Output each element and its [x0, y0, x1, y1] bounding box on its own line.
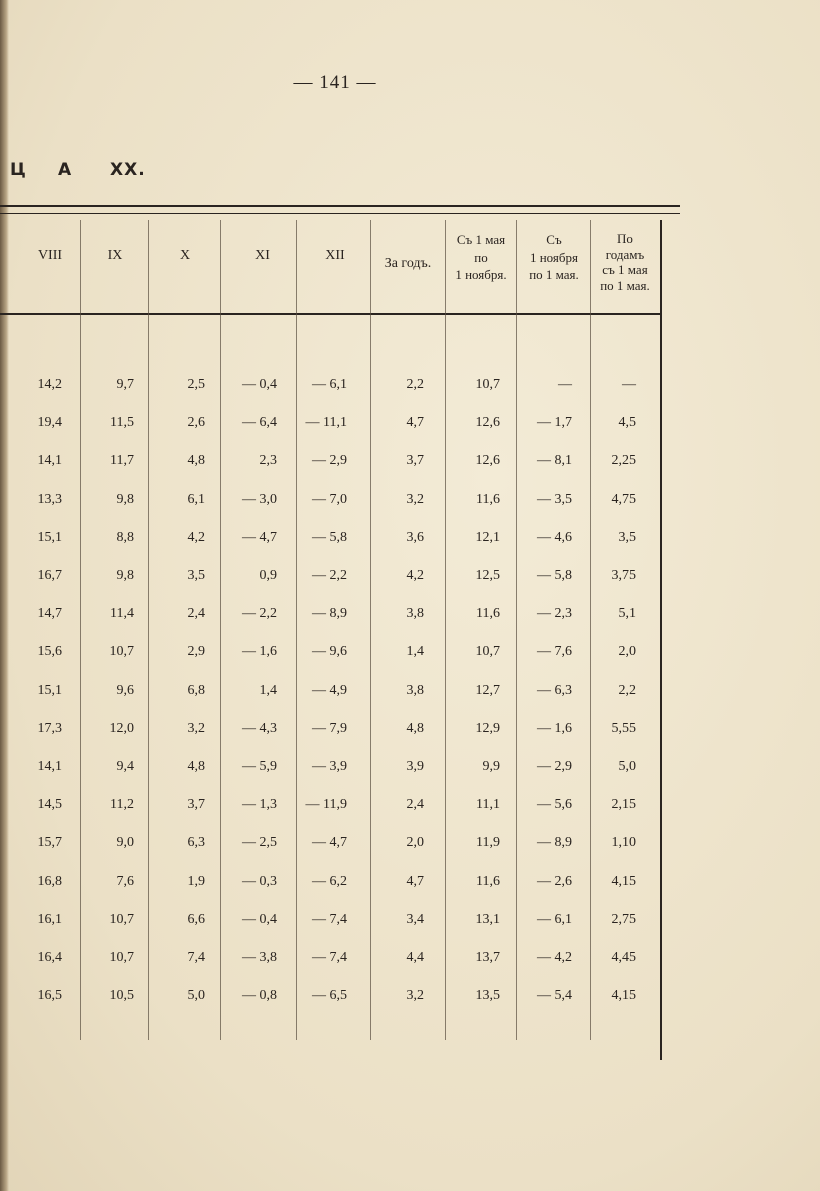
cell-ix: 12,0 [109, 720, 134, 736]
cell-x: 2,6 [187, 415, 205, 431]
table-top-rule [0, 205, 680, 207]
header-line: по 1 мая. [529, 267, 579, 283]
cell-may-nov: 11,9 [476, 835, 500, 851]
header-col-year: За годъ. [384, 256, 432, 271]
cell-by-years: 2,2 [618, 682, 636, 698]
cell-xii: — 2,2 [312, 568, 347, 583]
cell-by-years: 4,5 [618, 415, 636, 431]
cell-year: 2,2 [406, 377, 424, 392]
header-col-xi: XI [255, 248, 270, 263]
cell-x: 6,8 [187, 682, 205, 698]
cell-xi: — 1,3 [242, 797, 277, 813]
cell-nov-may: — 2,9 [537, 759, 572, 774]
cell-x: 2,9 [187, 644, 205, 660]
page-number: — 141 — [293, 72, 377, 93]
cell-ix: 9,4 [116, 759, 134, 774]
column-divider [148, 220, 149, 1040]
cell-x: 3,5 [187, 568, 205, 583]
table-row [0, 721, 660, 759]
cell-nov-may: — 6,3 [537, 682, 572, 698]
cell-may-nov: 11,6 [476, 873, 500, 889]
cell-ix: 9,0 [116, 835, 134, 851]
cell-may-nov: 12,1 [475, 529, 500, 545]
cell-viii: 15,7 [37, 835, 62, 851]
cell-year: 4,7 [406, 873, 424, 889]
header-line: годамъ [605, 246, 645, 262]
header-line: Съ [546, 232, 562, 247]
cell-year: 4,4 [406, 950, 424, 965]
cell-xi: — 0,4 [242, 377, 277, 392]
header-line: 1 ноября [529, 249, 579, 265]
cell-by-years: 4,45 [611, 950, 636, 965]
cell-xii: — 8,9 [312, 606, 347, 622]
table-row [0, 759, 660, 797]
cell-ix: 11,4 [110, 606, 134, 622]
table-row [0, 568, 660, 606]
cell-ix: 9,8 [116, 491, 134, 507]
cell-may-nov: 11,6 [476, 491, 500, 507]
caption-fragment-3: XX. [110, 160, 146, 180]
table-row [0, 492, 660, 530]
cell-viii: 19,4 [37, 415, 62, 431]
table-row [0, 835, 660, 873]
cell-x: 5,0 [187, 988, 205, 1004]
cell-xi: — 1,6 [242, 644, 277, 660]
table-row [0, 644, 660, 682]
cell-by-years: 2,75 [611, 911, 636, 927]
table-row [0, 874, 660, 912]
cell-by-years: 5,1 [618, 606, 636, 622]
cell-year: 2,0 [406, 835, 424, 851]
cell-may-nov: 12,9 [475, 720, 500, 736]
cell-xi: — 4,7 [242, 529, 277, 545]
cell-x: 2,5 [187, 377, 205, 392]
cell-by-years: 3,5 [618, 529, 636, 545]
column-divider [80, 220, 81, 1040]
cell-x: 3,7 [187, 797, 205, 813]
cell-nov-may: — 1,6 [537, 720, 572, 736]
cell-viii: 14,1 [37, 759, 62, 774]
cell-year: 3,9 [406, 759, 424, 774]
cell-xi: — 2,5 [242, 835, 277, 851]
header-line: по [474, 249, 488, 265]
cell-x: 1,9 [187, 873, 205, 889]
column-divider [516, 220, 517, 1040]
header-line: съ 1 мая [602, 262, 648, 278]
cell-may-nov: 12,6 [475, 453, 500, 469]
cell-xii: — 4,7 [312, 835, 347, 851]
cell-x: 3,2 [187, 720, 205, 736]
header-col-xii: XII [325, 248, 345, 263]
cell-viii: 16,7 [37, 568, 62, 583]
cell-may-nov: 12,7 [475, 682, 500, 698]
cell-xii: — 6,1 [312, 377, 347, 392]
cell-by-years: 5,55 [611, 720, 636, 736]
cell-may-nov: 13,7 [475, 950, 500, 965]
cell-may-nov: 12,6 [475, 415, 500, 431]
cell-ix: 11,7 [110, 453, 134, 469]
cell-xii: — 9,6 [312, 644, 347, 660]
cell-year: 1,4 [406, 644, 424, 660]
cell-by-years: 2,15 [611, 797, 636, 813]
header-col-ix: IX [107, 248, 123, 263]
cell-xi: — 5,9 [242, 759, 277, 774]
cell-xii: — 4,9 [312, 682, 347, 698]
cell-may-nov: 9,9 [482, 759, 500, 774]
column-divider [590, 220, 591, 1040]
cell-ix: 10,7 [109, 644, 134, 660]
cell-year: 4,8 [406, 720, 424, 736]
header-col-nov-may [516, 231, 592, 284]
cell-viii: 15,1 [37, 529, 62, 545]
cell-x: 7,4 [187, 950, 205, 965]
header-col-by-years [590, 231, 660, 293]
cell-year: 4,2 [406, 568, 424, 583]
cell-x: 6,3 [187, 835, 205, 851]
cell-xi: — 4,3 [242, 720, 277, 736]
cell-by-years: 3,75 [611, 568, 636, 583]
cell-viii: 16,1 [37, 911, 62, 927]
cell-year: 3,4 [406, 911, 424, 927]
cell-x: 4,2 [187, 529, 205, 545]
cell-ix: 8,8 [116, 529, 134, 545]
cell-xii: — 6,5 [312, 988, 347, 1004]
cell-xii: — 7,0 [312, 491, 347, 507]
cell-year: 4,7 [406, 415, 424, 431]
cell-may-nov: 10,7 [475, 644, 500, 660]
cell-xii: — 7,4 [312, 950, 347, 965]
cell-may-nov: 13,5 [475, 988, 500, 1004]
cell-viii: 16,4 [37, 950, 62, 965]
table-row [0, 606, 660, 644]
cell-xi: 2,3 [259, 453, 277, 469]
header-line: По [617, 231, 633, 246]
cell-by-years: 2,0 [618, 644, 636, 660]
cell-ix: 10,5 [109, 988, 134, 1004]
cell-xi: 1,4 [259, 682, 277, 698]
cell-may-nov: 12,5 [475, 568, 500, 583]
cell-year: 3,6 [406, 529, 424, 545]
header-col-x: X [179, 248, 191, 263]
cell-viii: 14,5 [37, 797, 62, 813]
cell-nov-may: — 5,4 [537, 988, 572, 1004]
cell-year: 3,7 [406, 453, 424, 469]
cell-year: 2,4 [406, 797, 424, 813]
cell-by-years: 4,75 [611, 491, 636, 507]
cell-viii: 15,6 [37, 644, 62, 660]
cell-viii: 14,1 [37, 453, 62, 469]
cell-by-years: 1,10 [611, 835, 636, 851]
cell-xii: — 5,8 [312, 529, 347, 545]
table-row [0, 683, 660, 721]
header-line: Съ 1 мая [456, 232, 506, 247]
column-divider [220, 220, 221, 1040]
cell-viii: 17,3 [37, 720, 62, 736]
table-row [0, 988, 660, 1026]
cell-nov-may: — 5,8 [537, 568, 572, 583]
cell-x: 4,8 [187, 759, 205, 774]
cell-xi: — 0,3 [242, 873, 277, 889]
cell-xi: — 3,0 [242, 491, 277, 507]
cell-xii: — 2,9 [312, 453, 347, 469]
cell-xii: — 7,9 [312, 720, 347, 736]
header-line: 1 ноября. [455, 267, 507, 283]
header-line: по 1 мая. [600, 277, 650, 293]
cell-ix: 11,5 [110, 415, 134, 431]
cell-may-nov: 10,7 [475, 377, 500, 392]
table-right-rule [660, 220, 662, 1060]
cell-ix: 11,2 [110, 797, 134, 813]
cell-ix: 9,6 [116, 682, 134, 698]
cell-by-years: 2,25 [611, 453, 636, 469]
table-row [0, 377, 660, 415]
cell-nov-may: — 4,2 [537, 950, 572, 965]
cell-may-nov: 11,6 [476, 606, 500, 622]
cell-x: 4,8 [187, 453, 205, 469]
cell-nov-may: — 5,6 [537, 797, 572, 813]
cell-by-years: 4,15 [611, 873, 636, 889]
table-row [0, 912, 660, 950]
cell-nov-may: — 7,6 [537, 644, 572, 660]
cell-nov-may: — 6,1 [537, 911, 572, 927]
cell-nov-may: — 1,7 [537, 415, 572, 431]
cell-ix: 9,8 [116, 568, 134, 583]
cell-xii: — 6,2 [312, 873, 347, 889]
caption-fragment-2: А [58, 160, 73, 180]
cell-ix: 10,7 [109, 950, 134, 965]
table-row [0, 950, 660, 988]
cell-xii: — 11,9 [305, 797, 347, 813]
cell-xi: — 6,4 [242, 415, 277, 431]
cell-may-nov: 13,1 [475, 911, 500, 927]
table-row [0, 797, 660, 835]
column-divider [445, 220, 446, 1040]
cell-viii: 13,3 [37, 491, 62, 507]
column-divider [370, 220, 371, 1040]
cell-xi: 0,9 [259, 568, 277, 583]
header-col-viii: VIII [37, 248, 63, 263]
cell-nov-may: — 8,9 [537, 835, 572, 851]
caption-fragment-1: Ц [10, 160, 27, 180]
cell-by-years: 5,0 [618, 759, 636, 774]
cell-xi: — 2,2 [242, 606, 277, 622]
cell-nov-may: — 3,5 [537, 491, 572, 507]
cell-nov-may: — [558, 377, 572, 392]
cell-xii: — 11,1 [305, 415, 347, 431]
header-col-may-nov [444, 231, 518, 284]
cell-nov-may: — 2,3 [537, 606, 572, 622]
cell-by-years: 4,15 [611, 988, 636, 1004]
table-row [0, 530, 660, 568]
cell-ix: 9,7 [116, 377, 134, 392]
table-caption [10, 160, 146, 180]
cell-by-years: — [622, 377, 636, 392]
cell-xi: — 0,4 [242, 911, 277, 927]
cell-viii: 16,8 [37, 873, 62, 889]
cell-viii: 15,1 [37, 682, 62, 698]
cell-ix: 10,7 [109, 911, 134, 927]
cell-xi: — 3,8 [242, 950, 277, 965]
cell-ix: 7,6 [116, 873, 134, 889]
cell-x: 2,4 [187, 606, 205, 622]
table-row [0, 453, 660, 491]
cell-xii: — 3,9 [312, 759, 347, 774]
table-row [0, 415, 660, 453]
cell-x: 6,6 [187, 911, 205, 927]
column-divider [296, 220, 297, 1040]
cell-nov-may: — 4,6 [537, 529, 572, 545]
cell-year: 3,8 [406, 606, 424, 622]
cell-year: 3,8 [406, 682, 424, 698]
table-top-rule-thin [0, 213, 680, 214]
cell-x: 6,1 [187, 491, 205, 507]
cell-xii: — 7,4 [312, 911, 347, 927]
cell-year: 3,2 [406, 988, 424, 1004]
cell-year: 3,2 [406, 491, 424, 507]
temperature-table [0, 205, 680, 1055]
cell-xi: — 0,8 [242, 988, 277, 1004]
cell-viii: 16,5 [37, 988, 62, 1004]
cell-viii: 14,2 [37, 377, 62, 392]
cell-viii: 14,7 [37, 606, 62, 622]
cell-nov-may: — 8,1 [537, 453, 572, 469]
cell-nov-may: — 2,6 [537, 873, 572, 889]
cell-may-nov: 11,1 [476, 797, 500, 813]
table-header-rule [0, 313, 660, 315]
